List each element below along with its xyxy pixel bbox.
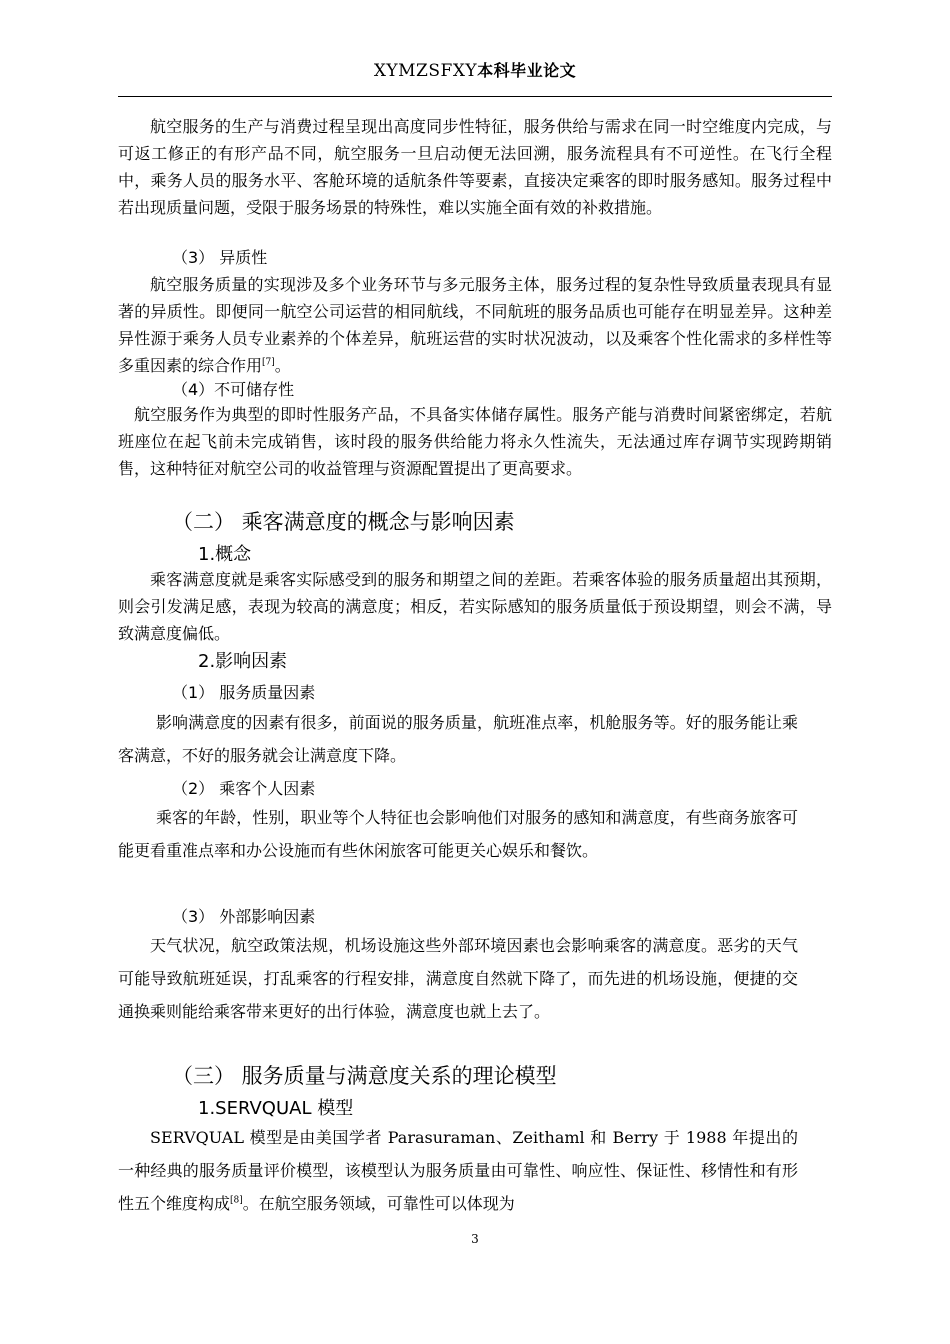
paragraph-external-factor: 天气状况，航空政策法规，机场设施这些外部环境因素也会影响乘客的满意度。恶劣的天气可能导致航班延误，打乱乘客的行程安排，满意度自然就下降了，而先进的机场设施，便捷的交通换乘则能给乘客带来更好的出行体验，满意度也就上去了。 [118,936,798,1021]
paragraph-servqual-text: SERVQUAL 模型是由美国学者 Parasuraman、Zeithaml 和 Berry 于 1988 年提出的一种经典的服务质量评价模型，该模型认为服务质量由可靠性、响应性、保证性、移情性和有形性五个维度构成 [118,1128,798,1213]
paragraph-perishability: 航空服务作为典型的即时性服务产品，不具备实体储存属性。服务产能与消费时间紧密绑定，若航班座位在起飞前未完成销售，该时段的服务供给能力将永久性流失，无法通过库存调节实现跨期销售，这种特征对航空公司的收益管理与资源配置提出了更高要求。 [118,405,832,478]
heading-service-quality-factor: （1） 服务质量因素 [172,683,316,702]
citation-7: [7] [262,357,275,368]
section-heading-passenger-satisfaction: （二） 乘客满意度的概念与影响因素 [172,510,515,534]
header-title-cn: 本科毕业论文 [477,61,577,80]
heading-personal-factor: （2） 乘客个人因素 [172,779,316,798]
paragraph-personal-factor: 乘客的年龄，性别，职业等个人特征也会影响他们对服务的感知和满意度，有些商务旅客可能更看重准点率和办公设施而有些休闲旅客可能更关心娱乐和餐饮。 [118,808,798,860]
citation-8: [8] [230,1195,243,1206]
header-rule [118,96,832,97]
paragraph-simultaneity: 航空服务的生产与消费过程呈现出高度同步性特征，服务供给与需求在同一时空维度内完成，与可返工修正的有形产品不同，航空服务一旦启动便无法回溯，服务流程具有不可逆性。在飞行全程中，乘务人员的服务水平、客舱环境的适航条件等要素，直接决定乘客的即时服务感知。服务过程中若出现质量问题，受限于服务场景的特殊性，难以实施全面有效的补救措施。 [118,117,832,217]
page-number: 3 [471,1232,479,1246]
section-heading-theoretical-model: （三） 服务质量与满意度关系的理论模型 [172,1064,557,1088]
page-header [118,58,832,81]
subheading-factors: 2.影响因素 [198,651,288,672]
paragraph-concept: 乘客满意度就是乘客实际感受到的服务和期望之间的差距。若乘客体验的服务质量超出其预期，则会引发满足感，表现为较高的满意度；相反，若实际感知的服务质量低于预设期望，则会不满，导致满意度偏低。 [118,570,832,643]
heading-external-factor: （3） 外部影响因素 [172,907,316,926]
paragraph-service-quality-factor: 影响满意度的因素有很多，前面说的服务质量，航班准点率，机舱服务等。好的服务能让乘客满意，不好的服务就会让满意度下降。 [118,713,798,765]
paragraph-heterogeneity-text: 航空服务质量的实现涉及多个业务环节与多元服务主体，服务过程的复杂性导致质量表现具有显著的异质性。即便同一航空公司运营的相同航线，不同航班的服务品质也可能存在明显差异。这种差异性源于乘务人员专业素养的个体差异，航班运营的实时状况波动，以及乘客个性化需求的多样性等多重因素的综合作用 [118,275,832,375]
paragraph-heterogeneity-end: 。 [274,356,291,375]
subheading-concept: 1.概念 [198,544,252,565]
heading-heterogeneity: （3） 异质性 [172,248,268,267]
paragraph-servqual-end: 。在航空服务领域，可靠性可以体现为 [242,1194,515,1213]
paragraph-servqual [118,1121,798,1220]
paragraph-heterogeneity [118,271,832,379]
header-title-latin: XYMZSFXY [373,61,478,81]
subheading-servqual: 1.SERVQUAL 模型 [198,1098,354,1119]
heading-perishability: （4）不可储存性 [172,380,295,399]
